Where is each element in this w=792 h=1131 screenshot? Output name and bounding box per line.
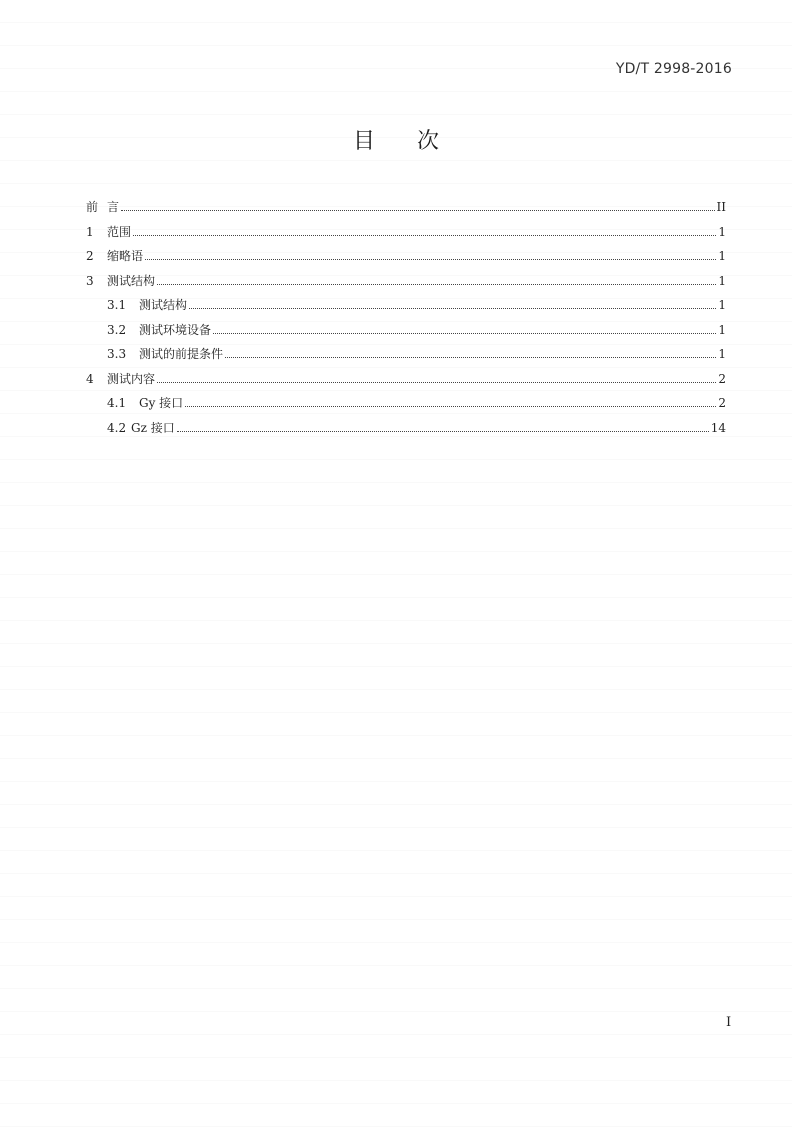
toc-entry-page: II: [716, 200, 726, 214]
dot-leader: [225, 357, 716, 358]
toc-entry-number: 4.1: [107, 396, 127, 410]
title-char-1: 目: [352, 129, 375, 154]
toc-entry-4-2[interactable]: [86, 419, 726, 444]
page-number: I: [726, 1015, 732, 1030]
toc-entry-number: 1: [86, 224, 94, 239]
toc-entry-page: 2: [718, 396, 726, 410]
toc-entry-number: 3.2: [107, 322, 127, 337]
toc-entry-4-1[interactable]: [86, 394, 726, 419]
page-title: [0, 124, 792, 155]
toc-entry-3-3[interactable]: [86, 345, 726, 370]
toc-entry-title: Gy 接口: [139, 396, 184, 410]
dot-leader: [213, 333, 716, 334]
toc-entry-title: Gz 接口: [131, 420, 175, 435]
dot-leader: [185, 406, 716, 407]
toc-entry-title: 测试环境设备: [139, 322, 212, 337]
toc-entry-page: 14: [710, 420, 726, 435]
title-char-2: 次: [417, 129, 440, 154]
toc-entry-title: 言: [107, 200, 120, 214]
toc-entry-number: 3: [86, 273, 94, 288]
dot-leader: [157, 284, 716, 285]
toc-entry-number: 前: [86, 200, 99, 214]
toc-entry-number: 4: [86, 371, 94, 386]
toc-entry-page: 2: [718, 371, 726, 386]
toc-entry-test-structure[interactable]: [86, 272, 726, 297]
toc-entry-abbreviations[interactable]: [86, 247, 726, 272]
table-of-contents: [86, 198, 726, 443]
toc-entry-title: 测试结构: [139, 298, 188, 312]
toc-entry-3-2[interactable]: [86, 321, 726, 346]
toc-entry-page: 1: [718, 347, 726, 361]
toc-entry-title: 范围: [107, 224, 132, 239]
toc-entry-number: 2: [86, 249, 94, 263]
toc-entry-title: 测试结构: [107, 273, 156, 288]
toc-entry-scope[interactable]: [86, 223, 726, 248]
toc-entry-page: 1: [718, 249, 726, 263]
dot-leader: [157, 382, 716, 383]
toc-entry-3-1[interactable]: [86, 296, 726, 321]
dot-leader: [189, 308, 716, 309]
dot-leader: [133, 235, 716, 236]
toc-entry-number: 3.3: [107, 347, 127, 361]
toc-entry-page: 1: [718, 273, 726, 288]
toc-entry-foreword[interactable]: [86, 198, 726, 223]
dot-leader: [177, 431, 709, 432]
toc-entry-title: 测试内容: [107, 371, 156, 386]
toc-entry-number: 3.1: [107, 298, 127, 312]
toc-entry-page: 1: [718, 322, 726, 337]
toc-entry-title: 缩略语: [107, 249, 144, 263]
dot-leader: [145, 259, 716, 260]
dot-leader: [121, 210, 715, 211]
toc-entry-page: 1: [718, 298, 726, 312]
toc-entry-page: 1: [718, 224, 726, 239]
toc-entry-number: 4.2: [107, 420, 127, 435]
document-code: YD/T 2998-2016: [615, 61, 732, 77]
toc-entry-test-content[interactable]: [86, 370, 726, 395]
toc-entry-title: 测试的前提条件: [139, 347, 224, 361]
